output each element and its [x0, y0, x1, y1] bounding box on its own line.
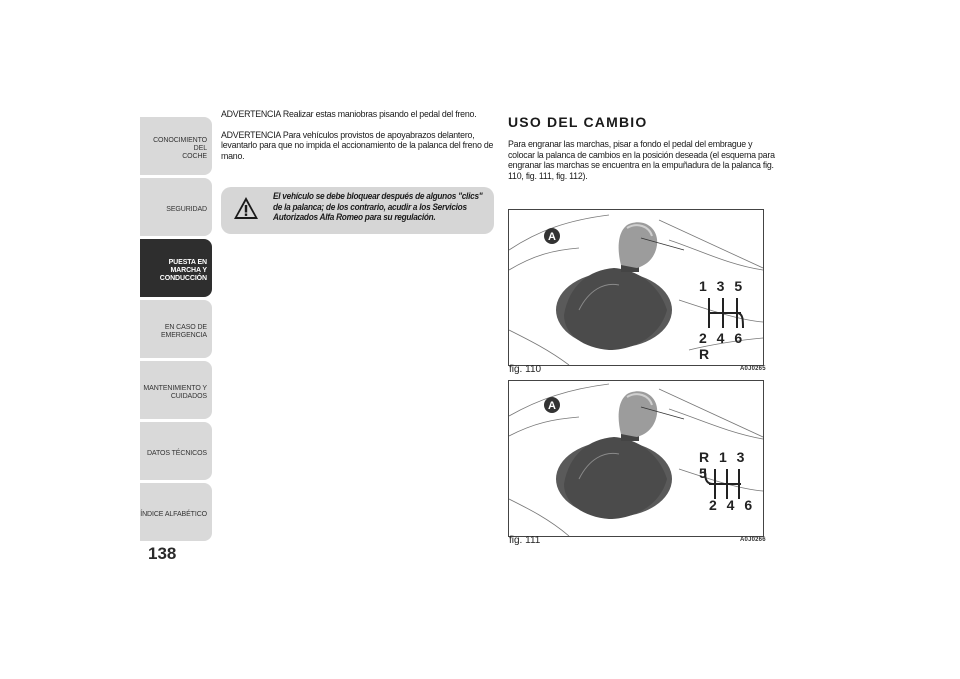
warning-triangle-icon	[233, 196, 259, 220]
left-column	[221, 110, 496, 172]
tab-mantenimiento[interactable]: MANTENIMIENTO Y CUIDADOS	[140, 361, 212, 419]
tab-seguridad[interactable]: SEGURIDAD	[140, 178, 212, 236]
figure-marker-a-2: A	[548, 400, 556, 412]
gear-bottom-row-2: 2 4 6	[709, 497, 756, 513]
section-heading: USO DEL CAMBIO	[508, 114, 648, 130]
figure-111	[508, 380, 764, 537]
figure-marker-a: A	[548, 231, 556, 243]
section-paragraph: Para engranar las marchas, pisar a fondo el pedal del embrague y colocar la palanca de cambios en la posición deseada (el esquema para engranar las marchas se encuentra en la empuñadura de la palanca fig. 110, fig. 111, fig. 112).	[508, 139, 775, 182]
figure-110-label: fig. 110	[509, 364, 542, 375]
gear-top-row-2: R 1 3 5	[699, 449, 748, 481]
gear-bottom-row: 2 4 6 R	[699, 330, 746, 362]
tab-indice-alfabetico[interactable]: ÍNDICE ALFABÉTICO	[140, 483, 212, 541]
gear-top-row: 1 3 5	[699, 278, 746, 294]
page-number: 138	[148, 544, 177, 563]
figure-110-code: A0J0265	[740, 366, 766, 372]
tab-en-caso-de-emergencia[interactable]: EN CASO DE EMERGENCIA	[140, 300, 212, 358]
warning-paragraph-1: ADVERTENCIA Realizar estas maniobras pisando el pedal del freno.	[221, 109, 477, 120]
tab-conocimiento-del-coche[interactable]: CONOCIMIENTO DEL COCHE	[140, 117, 212, 175]
warning-text: El vehículo se debe bloquear después de algunos "clics" de la palanca; de los contrario, acudir a los Servicios Autorizados Alfa Romeo para su regulación.	[273, 191, 483, 223]
tab-datos-tecnicos[interactable]: DATOS TÉCNICOS	[140, 422, 212, 480]
tab-puesta-en-marcha[interactable]: PUESTA EN MARCHA Y CONDUCCIÓN	[140, 239, 212, 297]
figure-111-label: fig. 111	[509, 535, 541, 546]
gear-pattern-diagram	[709, 298, 743, 328]
figure-111-code: A0J0266	[740, 537, 766, 543]
warning-box	[221, 187, 494, 234]
warning-paragraph-2: ADVERTENCIA Para vehículos provistos de apoyabrazos delantero, levantarlo para que no impida el accionamiento de la palanca del freno de mano.	[221, 129, 494, 162]
figure-110	[508, 209, 764, 366]
